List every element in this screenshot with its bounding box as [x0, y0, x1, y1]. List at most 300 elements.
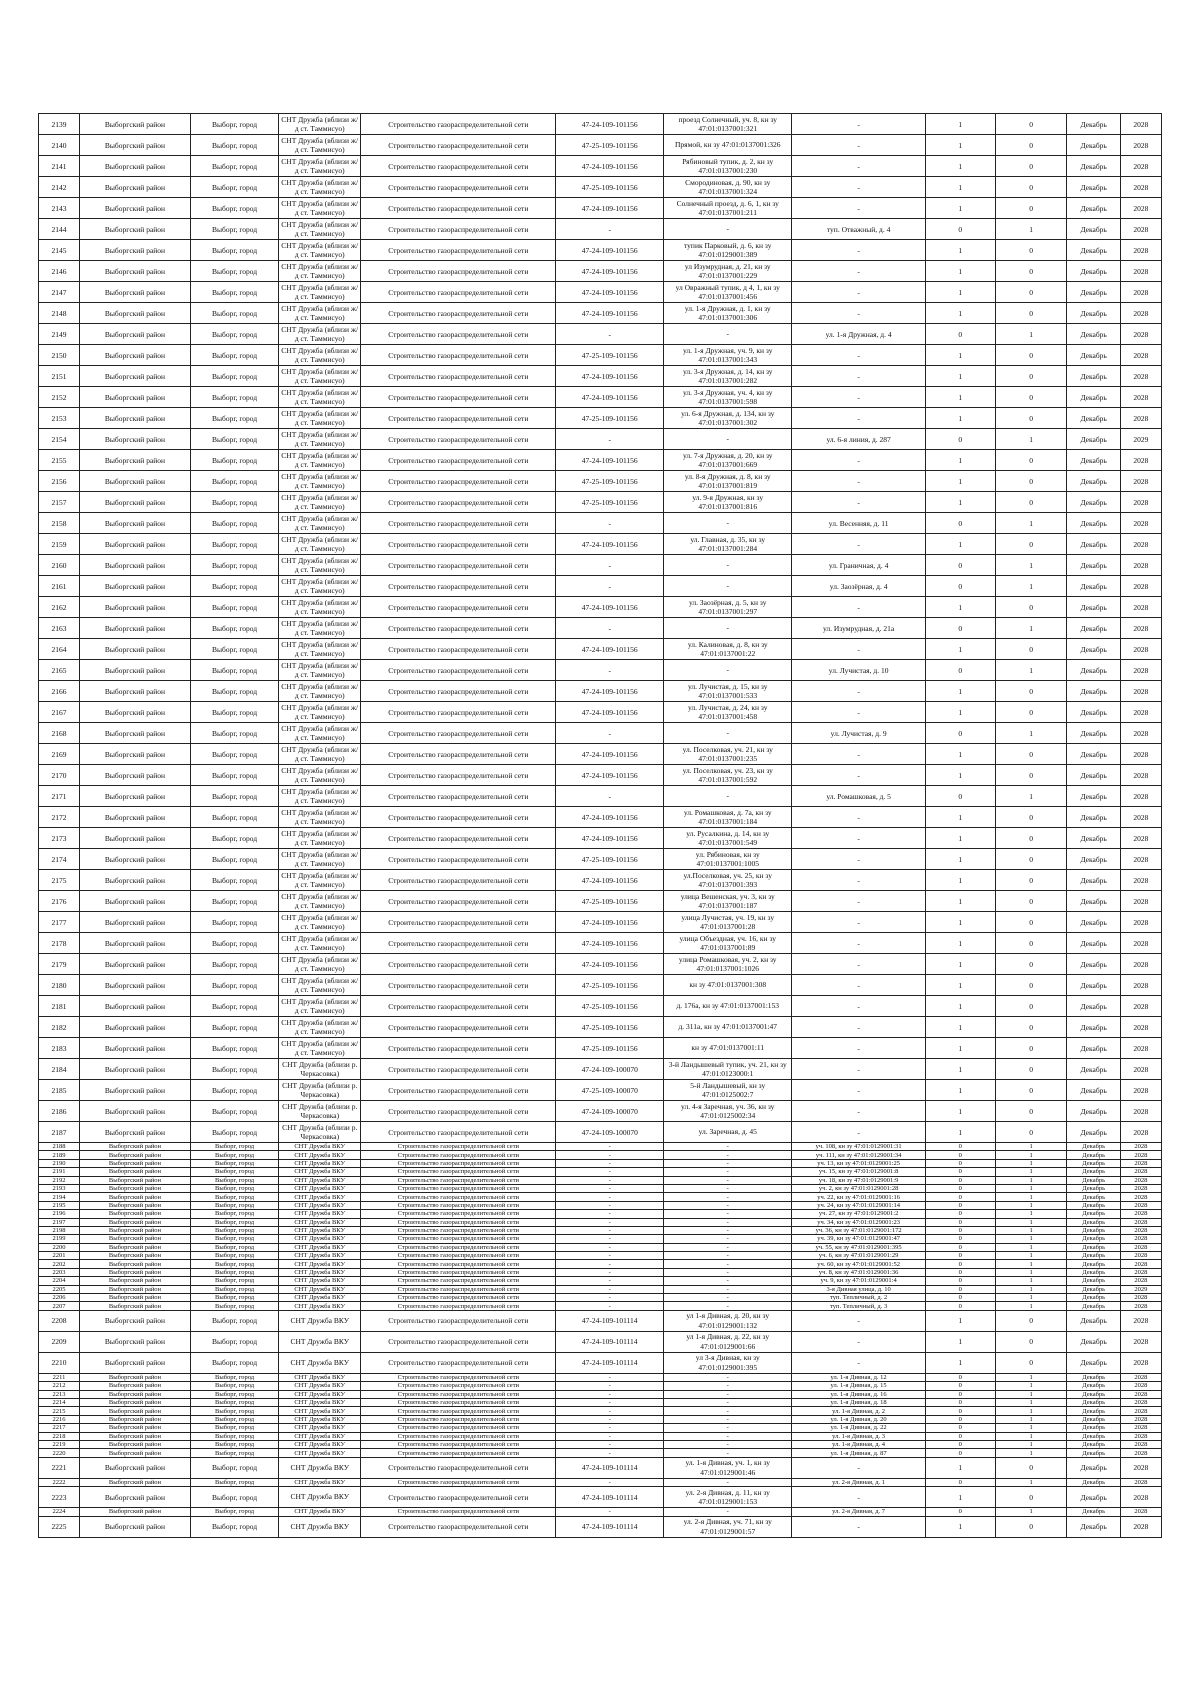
flag-pending-cell: 0: [995, 702, 1067, 723]
address-cell: кн зу 47:01:0137001:11: [664, 1038, 792, 1059]
row-number-cell: 2142: [39, 177, 80, 198]
month-cell: Декабрь: [1067, 1252, 1120, 1260]
object-code-cell: 47-25-109-101156: [556, 1017, 664, 1038]
work-type-cell: Строительство газораспределительной сети: [361, 1260, 556, 1268]
year-cell: 2028: [1120, 597, 1161, 618]
address-alt-cell: уч. 60, кн зу 47:01:0129001:52: [792, 1260, 925, 1268]
work-type-cell: Строительство газораспределительной сети: [361, 618, 556, 639]
snt-cell: СНТ Дружба (вблизи ж/д ст. Таммисуо): [279, 156, 361, 177]
year-cell: 2028: [1120, 1407, 1161, 1415]
row-number-cell: 2178: [39, 933, 80, 954]
work-type-cell: Строительство газораспределительной сети: [361, 1143, 556, 1151]
address-alt-cell: -: [792, 114, 925, 135]
district-cell: Выборгский район: [80, 1432, 191, 1440]
address-alt-cell: -: [792, 1516, 925, 1537]
district-cell: Выборгский район: [80, 1226, 191, 1234]
snt-cell: СНТ Дружба (вблизи ж/д ст. Таммисуо): [279, 618, 361, 639]
object-code-cell: 47-24-109-101156: [556, 114, 664, 135]
address-cell: -: [664, 1252, 792, 1260]
settlement-cell: Выборг, город: [190, 1487, 278, 1508]
month-cell: Декабрь: [1067, 1243, 1120, 1251]
table-row: [39, 849, 1162, 870]
address-alt-cell: -: [792, 282, 925, 303]
table-row: [39, 1151, 1162, 1159]
address-cell: -: [664, 1193, 792, 1201]
month-cell: Декабрь: [1067, 366, 1120, 387]
month-cell: Декабрь: [1067, 912, 1120, 933]
object-code-cell: -: [556, 1398, 664, 1406]
address-cell: улица Ромашковая, уч. 2, кн зу 47:01:0137001:1026: [664, 954, 792, 975]
work-type-cell: Строительство газораспределительной сети: [361, 1440, 556, 1448]
address-cell: ул. 9-я Дружная, кн зу 47:01:0137001:816: [664, 492, 792, 513]
year-cell: 2028: [1120, 1218, 1161, 1226]
flag-connected-cell: 0: [925, 324, 995, 345]
flag-pending-cell: 0: [995, 681, 1067, 702]
row-number-cell: 2141: [39, 156, 80, 177]
row-number-cell: 2147: [39, 282, 80, 303]
snt-cell: СНТ Дружба (вблизи ж/д ст. Таммисуо): [279, 912, 361, 933]
flag-connected-cell: 1: [925, 1310, 995, 1331]
work-type-cell: Строительство газораспределительной сети: [361, 1432, 556, 1440]
object-code-cell: -: [556, 1285, 664, 1293]
flag-connected-cell: 1: [925, 1080, 995, 1101]
settlement-cell: Выборг, город: [190, 1440, 278, 1448]
month-cell: Декабрь: [1067, 1260, 1120, 1268]
district-cell: Выборгский район: [80, 618, 191, 639]
settlement-cell: Выборг, город: [190, 1080, 278, 1101]
month-cell: Декабрь: [1067, 1226, 1120, 1234]
month-cell: Декабрь: [1067, 1487, 1120, 1508]
district-cell: Выборгский район: [80, 1080, 191, 1101]
district-cell: Выборгский район: [80, 1294, 191, 1302]
snt-cell: СНТ Дружба ВКУ: [279, 1508, 361, 1516]
row-number-cell: 2175: [39, 870, 80, 891]
work-type-cell: Строительство газораспределительной сети: [361, 471, 556, 492]
settlement-cell: Выборг, город: [190, 1302, 278, 1310]
year-cell: 2028: [1120, 387, 1161, 408]
flag-connected-cell: 0: [925, 1277, 995, 1285]
snt-cell: СНТ Дружба (вблизи ж/д ст. Таммисуо): [279, 429, 361, 450]
flag-connected-cell: 1: [925, 156, 995, 177]
month-cell: Декабрь: [1067, 156, 1120, 177]
snt-cell: СНТ Дружба ВКУ: [279, 1415, 361, 1423]
month-cell: Декабрь: [1067, 1038, 1120, 1059]
work-type-cell: Строительство газораспределительной сети: [361, 1159, 556, 1167]
year-cell: 2028: [1120, 1440, 1161, 1448]
row-number-cell: 2168: [39, 723, 80, 744]
month-cell: Декабрь: [1067, 1440, 1120, 1448]
flag-connected-cell: 0: [925, 1143, 995, 1151]
work-type-cell: Строительство газораспределительной сети: [361, 1038, 556, 1059]
settlement-cell: Выборг, город: [190, 1168, 278, 1176]
month-cell: Декабрь: [1067, 345, 1120, 366]
flag-pending-cell: 0: [995, 1310, 1067, 1331]
month-cell: Декабрь: [1067, 240, 1120, 261]
snt-cell: СНТ Дружба (вблизи р. Черкасовка): [279, 1101, 361, 1122]
month-cell: Декабрь: [1067, 135, 1120, 156]
month-cell: Декабрь: [1067, 1159, 1120, 1167]
district-cell: Выборгский район: [80, 1478, 191, 1486]
month-cell: Декабрь: [1067, 1017, 1120, 1038]
district-cell: Выборгский район: [80, 639, 191, 660]
object-code-cell: -: [556, 1382, 664, 1390]
address-cell: -: [664, 219, 792, 240]
row-number-cell: 2145: [39, 240, 80, 261]
table-row: [39, 1168, 1162, 1176]
month-cell: Декабрь: [1067, 1277, 1120, 1285]
table-row: [39, 954, 1162, 975]
address-alt-cell: ул. 6-я линия, д. 287: [792, 429, 925, 450]
object-code-cell: -: [556, 1193, 664, 1201]
address-cell: -: [664, 1424, 792, 1432]
row-number-cell: 2152: [39, 387, 80, 408]
object-code-cell: -: [556, 1226, 664, 1234]
flag-pending-cell: 1: [995, 219, 1067, 240]
work-type-cell: Строительство газораспределительной сети: [361, 1373, 556, 1381]
year-cell: 2028: [1120, 261, 1161, 282]
district-cell: Выборгский район: [80, 1159, 191, 1167]
work-type-cell: Строительство газораспределительной сети: [361, 1285, 556, 1293]
district-cell: Выборгский район: [80, 1201, 191, 1209]
flag-connected-cell: 0: [925, 555, 995, 576]
flag-pending-cell: 0: [995, 261, 1067, 282]
table-row: [39, 870, 1162, 891]
settlement-cell: Выборг, город: [190, 1449, 278, 1457]
settlement-cell: Выборг, город: [190, 1235, 278, 1243]
flag-pending-cell: 0: [995, 765, 1067, 786]
row-number-cell: 2209: [39, 1331, 80, 1352]
address-cell: -: [664, 1440, 792, 1448]
row-number-cell: 2198: [39, 1226, 80, 1234]
year-cell: 2028: [1120, 1168, 1161, 1176]
snt-cell: СНТ Дружба ВКУ: [279, 1440, 361, 1448]
district-cell: Выборгский район: [80, 870, 191, 891]
row-number-cell: 2144: [39, 219, 80, 240]
snt-cell: СНТ Дружба (вблизи р. Черкасовка): [279, 1059, 361, 1080]
address-alt-cell: -: [792, 303, 925, 324]
address-cell: -: [664, 1176, 792, 1184]
table-row: [39, 177, 1162, 198]
table-row: [39, 450, 1162, 471]
month-cell: Декабрь: [1067, 1415, 1120, 1423]
flag-connected-cell: 0: [925, 1478, 995, 1486]
address-alt-cell: -: [792, 681, 925, 702]
work-type-cell: Строительство газораспределительной сети: [361, 1017, 556, 1038]
row-number-cell: 2196: [39, 1210, 80, 1218]
district-cell: Выборгский район: [80, 555, 191, 576]
document-page: [38, 113, 1162, 1538]
flag-connected-cell: 1: [925, 870, 995, 891]
flag-pending-cell: 1: [995, 618, 1067, 639]
district-cell: Выборгский район: [80, 1243, 191, 1251]
address-cell: ул. 3-я Дружная, д. 14, кн зу 47:01:0137001:282: [664, 366, 792, 387]
district-cell: Выборгский район: [80, 1415, 191, 1423]
month-cell: Декабрь: [1067, 1407, 1120, 1415]
year-cell: 2028: [1120, 1176, 1161, 1184]
settlement-cell: Выборг, город: [190, 702, 278, 723]
object-code-cell: -: [556, 219, 664, 240]
district-cell: Выборгский район: [80, 975, 191, 996]
table-row: [39, 1101, 1162, 1122]
work-type-cell: Строительство газораспределительной сети: [361, 639, 556, 660]
flag-connected-cell: 0: [925, 1218, 995, 1226]
flag-connected-cell: 1: [925, 1457, 995, 1478]
work-type-cell: Строительство газораспределительной сети: [361, 555, 556, 576]
address-alt-cell: -: [792, 1101, 925, 1122]
address-cell: -: [664, 324, 792, 345]
settlement-cell: Выборг, город: [190, 345, 278, 366]
row-number-cell: 2154: [39, 429, 80, 450]
flag-pending-cell: 1: [995, 1449, 1067, 1457]
object-code-cell: 47-24-109-101114: [556, 1352, 664, 1373]
month-cell: Декабрь: [1067, 492, 1120, 513]
flag-pending-cell: 0: [995, 366, 1067, 387]
work-type-cell: Строительство газораспределительной сети: [361, 870, 556, 891]
address-cell: ул.Поселковая, уч. 25, кн зу 47:01:0137001:393: [664, 870, 792, 891]
row-number-cell: 2140: [39, 135, 80, 156]
object-code-cell: -: [556, 618, 664, 639]
object-code-cell: -: [556, 1168, 664, 1176]
month-cell: Декабрь: [1067, 219, 1120, 240]
district-cell: Выборгский район: [80, 954, 191, 975]
object-code-cell: -: [556, 1143, 664, 1151]
settlement-cell: Выборг, город: [190, 1516, 278, 1537]
month-cell: Декабрь: [1067, 1331, 1120, 1352]
district-cell: Выборгский район: [80, 996, 191, 1017]
snt-cell: СНТ Дружба ВКУ: [279, 1424, 361, 1432]
snt-cell: СНТ Дружба (вблизи ж/д ст. Таммисуо): [279, 114, 361, 135]
year-cell: 2028: [1120, 1226, 1161, 1234]
work-type-cell: Строительство газораспределительной сети: [361, 324, 556, 345]
snt-cell: СНТ Дружба ВКУ: [279, 1331, 361, 1352]
settlement-cell: Выборг, город: [190, 1184, 278, 1192]
district-cell: Выборгский район: [80, 597, 191, 618]
flag-pending-cell: 0: [995, 828, 1067, 849]
row-number-cell: 2146: [39, 261, 80, 282]
work-type-cell: Строительство газораспределительной сети: [361, 345, 556, 366]
flag-pending-cell: 1: [995, 1277, 1067, 1285]
address-cell: ул. 4-я Заречная, уч. 36, кн зу 47:01:0125002:34: [664, 1101, 792, 1122]
address-alt-cell: -: [792, 870, 925, 891]
flag-connected-cell: 1: [925, 1038, 995, 1059]
settlement-cell: Выборг, город: [190, 576, 278, 597]
snt-cell: СНТ Дружба (вблизи ж/д ст. Таммисуо): [279, 996, 361, 1017]
work-type-cell: Строительство газораспределительной сети: [361, 1516, 556, 1537]
table-row: [39, 198, 1162, 219]
snt-cell: СНТ Дружба (вблизи ж/д ст. Таммисуо): [279, 324, 361, 345]
settlement-cell: Выборг, город: [190, 681, 278, 702]
object-code-cell: -: [556, 1407, 664, 1415]
row-number-cell: 2211: [39, 1373, 80, 1381]
settlement-cell: Выборг, город: [190, 1151, 278, 1159]
work-type-cell: Строительство газораспределительной сети: [361, 1310, 556, 1331]
snt-cell: СНТ Дружба ВКУ: [279, 1176, 361, 1184]
month-cell: Декабрь: [1067, 1302, 1120, 1310]
district-cell: Выборгский район: [80, 1168, 191, 1176]
object-code-cell: 47-25-109-100070: [556, 1080, 664, 1101]
work-type-cell: Строительство газораспределительной сети: [361, 177, 556, 198]
work-type-cell: Строительство газораспределительной сети: [361, 1331, 556, 1352]
flag-connected-cell: 0: [925, 1508, 995, 1516]
work-type-cell: Строительство газораспределительной сети: [361, 492, 556, 513]
table-row: [39, 660, 1162, 681]
district-cell: Выборгский район: [80, 1176, 191, 1184]
district-cell: Выборгский район: [80, 1390, 191, 1398]
work-type-cell: Строительство газораспределительной сети: [361, 219, 556, 240]
flag-connected-cell: 1: [925, 1352, 995, 1373]
work-type-cell: Строительство газораспределительной сети: [361, 1101, 556, 1122]
address-cell: -: [664, 1243, 792, 1251]
month-cell: Декабрь: [1067, 576, 1120, 597]
district-cell: Выборгский район: [80, 1038, 191, 1059]
flag-pending-cell: 0: [995, 1331, 1067, 1352]
flag-pending-cell: 1: [995, 1398, 1067, 1406]
work-type-cell: Строительство газораспределительной сети: [361, 1352, 556, 1373]
snt-cell: СНТ Дружба ВКУ: [279, 1277, 361, 1285]
district-cell: Выборгский район: [80, 723, 191, 744]
address-cell: -: [664, 1432, 792, 1440]
object-code-cell: 47-24-109-101156: [556, 240, 664, 261]
flag-connected-cell: 1: [925, 366, 995, 387]
district-cell: Выборгский район: [80, 1449, 191, 1457]
table-row: [39, 1331, 1162, 1352]
work-type-cell: Строительство газораспределительной сети: [361, 387, 556, 408]
object-code-cell: -: [556, 576, 664, 597]
table-row: [39, 1176, 1162, 1184]
flag-pending-cell: 1: [995, 723, 1067, 744]
district-cell: Выборгский район: [80, 1235, 191, 1243]
flag-connected-cell: 1: [925, 744, 995, 765]
flag-connected-cell: 1: [925, 408, 995, 429]
district-cell: Выборгский район: [80, 450, 191, 471]
flag-pending-cell: 1: [995, 1184, 1067, 1192]
flag-connected-cell: 1: [925, 765, 995, 786]
object-code-cell: -: [556, 1235, 664, 1243]
flag-connected-cell: 0: [925, 1424, 995, 1432]
object-code-cell: -: [556, 660, 664, 681]
month-cell: Декабрь: [1067, 177, 1120, 198]
row-number-cell: 2173: [39, 828, 80, 849]
work-type-cell: Строительство газораспределительной сети: [361, 765, 556, 786]
flag-connected-cell: 1: [925, 597, 995, 618]
address-cell: ул. Русалкина, д. 14, кн зу 47:01:0137001:549: [664, 828, 792, 849]
month-cell: Декабрь: [1067, 1382, 1120, 1390]
table-row: [39, 513, 1162, 534]
table-row: [39, 1143, 1162, 1151]
settlement-cell: Выборг, город: [190, 1407, 278, 1415]
address-cell: -: [664, 618, 792, 639]
table-row: [39, 555, 1162, 576]
settlement-cell: Выборг, город: [190, 1294, 278, 1302]
settlement-cell: Выборг, город: [190, 450, 278, 471]
district-cell: Выборгский район: [80, 492, 191, 513]
snt-cell: СНТ Дружба (вблизи р. Черкасовка): [279, 1122, 361, 1143]
address-cell: ул. Калиновая, д. 8, кн зу 47:01:0137001:22: [664, 639, 792, 660]
row-number-cell: 2213: [39, 1390, 80, 1398]
table-row: [39, 1457, 1162, 1478]
table-row: [39, 324, 1162, 345]
flag-pending-cell: 0: [995, 492, 1067, 513]
object-code-cell: -: [556, 1151, 664, 1159]
address-cell: -: [664, 1151, 792, 1159]
snt-cell: СНТ Дружба (вблизи ж/д ст. Таммисуо): [279, 954, 361, 975]
object-code-cell: -: [556, 1415, 664, 1423]
address-alt-cell: уч. 2, кн зу 47:01:0129001:28: [792, 1184, 925, 1192]
address-cell: Рябиновый тупик, д. 2, кн зу 47:01:0137001:230: [664, 156, 792, 177]
object-code-cell: 47-24-109-101156: [556, 366, 664, 387]
year-cell: 2028: [1120, 1252, 1161, 1260]
settlement-cell: Выборг, город: [190, 408, 278, 429]
month-cell: Декабрь: [1067, 1176, 1120, 1184]
object-code-cell: 47-24-109-101156: [556, 387, 664, 408]
address-alt-cell: уч. 27, кн зу 47:01:0129001:2: [792, 1210, 925, 1218]
address-cell: -: [664, 1382, 792, 1390]
snt-cell: СНТ Дружба (вблизи ж/д ст. Таммисуо): [279, 807, 361, 828]
address-cell: улица Лучистая, уч. 19, кн зу 47:01:0137001:28: [664, 912, 792, 933]
object-code-cell: 47-24-109-101156: [556, 282, 664, 303]
district-cell: Выборгский район: [80, 1424, 191, 1432]
settlement-cell: Выборг, город: [190, 471, 278, 492]
flag-pending-cell: 1: [995, 576, 1067, 597]
district-cell: Выборгский район: [80, 912, 191, 933]
table-row: [39, 975, 1162, 996]
table-row: [39, 828, 1162, 849]
table-row: [39, 387, 1162, 408]
object-code-cell: 47-24-109-101156: [556, 156, 664, 177]
address-alt-cell: -: [792, 387, 925, 408]
year-cell: 2028: [1120, 366, 1161, 387]
work-type-cell: Строительство газораспределительной сети: [361, 723, 556, 744]
month-cell: Декабрь: [1067, 198, 1120, 219]
row-number-cell: 2208: [39, 1310, 80, 1331]
address-alt-cell: ул. 1-я Дивная, д. 18: [792, 1398, 925, 1406]
row-number-cell: 2199: [39, 1235, 80, 1243]
row-number-cell: 2158: [39, 513, 80, 534]
object-code-cell: -: [556, 1478, 664, 1486]
row-number-cell: 2225: [39, 1516, 80, 1537]
row-number-cell: 2202: [39, 1260, 80, 1268]
snt-cell: СНТ Дружба (вблизи ж/д ст. Таммисуо): [279, 828, 361, 849]
snt-cell: СНТ Дружба ВКУ: [279, 1373, 361, 1381]
address-cell: ул Овражный тупик, д 4, 1, кн зу 47:01:0137001:456: [664, 282, 792, 303]
table-row: [39, 1310, 1162, 1331]
year-cell: 2028: [1120, 1390, 1161, 1398]
address-cell: ул. 2-я Дивная, уч. 71, кн зу 47:01:0129001:57: [664, 1516, 792, 1537]
row-number-cell: 2210: [39, 1352, 80, 1373]
work-type-cell: Строительство газораспределительной сети: [361, 807, 556, 828]
address-alt-cell: -: [792, 912, 925, 933]
month-cell: Декабрь: [1067, 534, 1120, 555]
object-code-cell: 47-25-109-101156: [556, 177, 664, 198]
year-cell: 2028: [1120, 870, 1161, 891]
object-code-cell: -: [556, 324, 664, 345]
address-alt-cell: -: [792, 345, 925, 366]
district-cell: Выборгский район: [80, 282, 191, 303]
address-cell: -: [664, 1268, 792, 1276]
object-code-cell: 47-24-109-101156: [556, 807, 664, 828]
work-type-cell: Строительство газораспределительной сети: [361, 1487, 556, 1508]
month-cell: Декабрь: [1067, 1352, 1120, 1373]
settlement-cell: Выборг, город: [190, 954, 278, 975]
table-row: [39, 303, 1162, 324]
snt-cell: СНТ Дружба ВКУ: [279, 1294, 361, 1302]
flag-pending-cell: 1: [995, 1373, 1067, 1381]
work-type-cell: Строительство газораспределительной сети: [361, 198, 556, 219]
snt-cell: СНТ Дружба (вблизи ж/д ст. Таммисуо): [279, 723, 361, 744]
row-number-cell: 2161: [39, 576, 80, 597]
flag-connected-cell: 1: [925, 114, 995, 135]
work-type-cell: Строительство газораспределительной сети: [361, 576, 556, 597]
